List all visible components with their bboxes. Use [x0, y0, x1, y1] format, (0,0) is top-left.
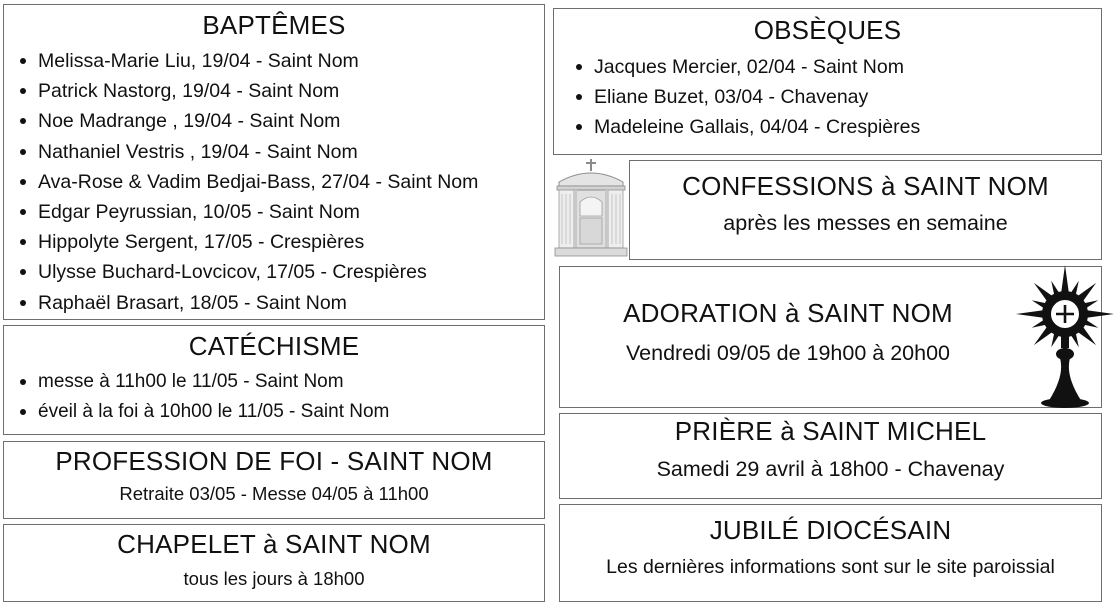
list-item: messe à 11h00 le 11/05 - Saint Nom [4, 367, 544, 397]
priere-text: Samedi 29 avril à 18h00 - Chavenay [656, 457, 1005, 481]
catechisme-list [4, 367, 544, 427]
monstrance-icon [1014, 264, 1116, 410]
chapelet-section [3, 524, 545, 602]
list-item: Noe Madrange , 19/04 - Saint Nom [4, 106, 544, 136]
priere-title: PRIÈRE à SAINT MICHEL [674, 416, 987, 446]
obseques-section [553, 8, 1102, 155]
jubile-section [559, 504, 1102, 602]
catechisme-title: CATÉCHISME [188, 331, 360, 361]
list-item: Patrick Nastorg, 19/04 - Saint Nom [4, 76, 544, 106]
adoration-text: Vendredi 09/05 de 19h00 à 20h00 [626, 341, 950, 365]
list-item: Ava-Rose & Vadim Bedjai-Bass, 27/04 - Saint Nom [4, 167, 544, 197]
list-item: Hippolyte Sergent, 17/05 - Crespières [4, 227, 544, 257]
chapelet-title: CHAPELET à SAINT NOM [117, 529, 431, 559]
baptemes-title: BAPTÊMES [202, 10, 346, 40]
jubile-title: JUBILÉ DIOCÉSAIN [709, 515, 952, 545]
profession-section [3, 441, 545, 519]
priere-section [559, 413, 1102, 499]
jubile-text: Les dernières informations sont sur le site paroissial [606, 556, 1055, 578]
list-item: Melissa-Marie Liu, 19/04 - Saint Nom [4, 46, 544, 76]
list-item: Raphaël Brasart, 18/05 - Saint Nom [4, 288, 544, 318]
profession-title: PROFESSION DE FOI - SAINT NOM [55, 446, 493, 476]
confessions-text: après les messes en semaine [723, 211, 1008, 235]
list-item: Nathaniel Vestris , 19/04 - Saint Nom [4, 137, 544, 167]
list-item: Jacques Mercier, 02/04 - Saint Nom [554, 52, 1101, 82]
obseques-title: OBSÈQUES [753, 15, 902, 45]
baptemes-section [3, 4, 545, 320]
list-item: Madeleine Gallais, 04/04 - Crespières [554, 112, 1101, 142]
baptemes-list [4, 46, 544, 318]
adoration-title: ADORATION à SAINT NOM [623, 298, 953, 328]
obseques-list [554, 52, 1101, 142]
confessions-section [629, 160, 1102, 260]
chapelet-text: tous les jours à 18h00 [183, 568, 365, 589]
list-item: éveil à la foi à 10h00 le 11/05 - Saint Nom [4, 397, 544, 427]
list-item: Edgar Peyrussian, 10/05 - Saint Nom [4, 197, 544, 227]
profession-text: Retraite 03/05 - Messe 04/05 à 11h00 [119, 483, 429, 504]
catechisme-section [3, 325, 545, 435]
list-item: Eliane Buzet, 03/04 - Chavenay [554, 82, 1101, 112]
confessional-icon [553, 158, 629, 260]
confessions-title: CONFESSIONS à SAINT NOM [682, 171, 1049, 201]
list-item: Ulysse Buchard-Lovcicov, 17/05 - Crespières [4, 257, 544, 287]
